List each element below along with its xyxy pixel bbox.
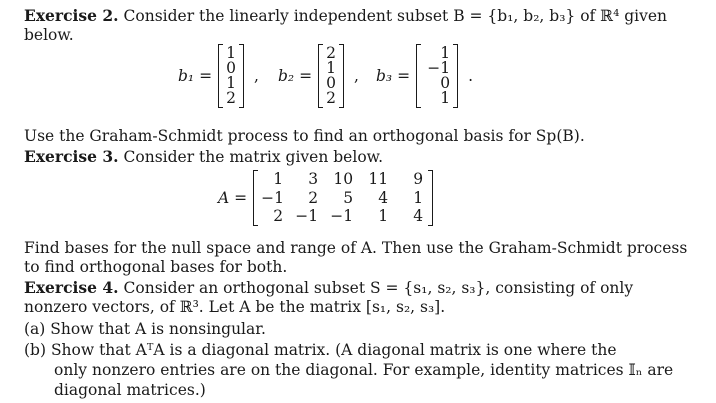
exercise-4-text: Consider an orthogonal subset S = {s₁, s₂, s₃}, consisting of only bbox=[123, 279, 634, 297]
vector-b1 bbox=[178, 44, 259, 108]
matrix-row bbox=[261, 207, 425, 226]
entry: 0 bbox=[326, 74, 336, 92]
exercise-3-line-1 bbox=[24, 147, 383, 167]
separator: , bbox=[353, 67, 359, 85]
entry: 0 bbox=[440, 74, 451, 92]
vector-b1-label: b₁ = bbox=[178, 67, 213, 85]
separator: , bbox=[253, 67, 259, 85]
matrix-a bbox=[218, 170, 433, 226]
left-bracket bbox=[253, 170, 258, 226]
matrix-row bbox=[261, 170, 425, 189]
vector-b2 bbox=[278, 44, 359, 108]
left-bracket bbox=[218, 44, 223, 108]
matrix-cell: 1 bbox=[378, 207, 389, 225]
vector-b2-label: b₂ = bbox=[278, 67, 313, 85]
matrix-a-label: A = bbox=[218, 188, 248, 207]
entry: 1 bbox=[326, 59, 336, 77]
matrix-cell: 2 bbox=[308, 188, 319, 207]
right-bracket bbox=[453, 44, 458, 108]
entry: 2 bbox=[226, 89, 236, 107]
right-bracket bbox=[428, 170, 433, 226]
matrix-cell: −1 bbox=[261, 188, 284, 207]
matrix-cell: 5 bbox=[343, 188, 354, 207]
entry: −1 bbox=[427, 59, 451, 77]
vector-b3 bbox=[376, 44, 473, 108]
matrix-a-body bbox=[261, 170, 425, 226]
separator: . bbox=[468, 67, 473, 85]
matrix-cell: 10 bbox=[333, 170, 354, 188]
exercise-4-label: Exercise 4. bbox=[24, 278, 119, 297]
exercise-2-text: Consider the linearly independent subset B = {b₁, b₂, b₃} of ℝ⁴ given bbox=[123, 7, 667, 25]
exercise-4-part-b-line-1: (b) Show that AᵀA is a diagonal matrix. (A diagonal matrix is one where the bbox=[24, 341, 617, 359]
exercise-3-instruction-2: to find orthogonal bases for both. bbox=[24, 258, 288, 276]
right-bracket bbox=[239, 44, 244, 108]
matrix-cell: 9 bbox=[413, 170, 424, 188]
matrix-row bbox=[261, 189, 425, 208]
exercise-4-line-1 bbox=[24, 278, 633, 298]
entry: 1 bbox=[440, 44, 451, 62]
matrix-cell: 3 bbox=[308, 170, 319, 188]
matrix-cell: −1 bbox=[330, 207, 354, 225]
entry: 2 bbox=[326, 44, 336, 62]
matrix-cell: −1 bbox=[295, 207, 319, 225]
vector-b3-entries bbox=[424, 44, 450, 108]
matrix-cell: 11 bbox=[368, 170, 389, 188]
matrix-cell: 4 bbox=[413, 207, 424, 225]
exercise-3-text: Consider the matrix given below. bbox=[123, 148, 384, 166]
vector-b2-entries bbox=[326, 44, 336, 108]
exercise-2-line-2: below. bbox=[24, 26, 74, 44]
exercise-4-part-a: (a) Show that A is nonsingular. bbox=[24, 320, 266, 338]
entry: 1 bbox=[226, 74, 236, 92]
matrix-cell: 2 bbox=[273, 207, 284, 225]
entry: 0 bbox=[226, 59, 236, 77]
entry: 1 bbox=[440, 89, 451, 107]
exercise-3-instruction-1: Find bases for the null space and range of A. Then use the Graham-Schmidt process bbox=[24, 239, 688, 257]
right-bracket bbox=[339, 44, 344, 108]
entry: 2 bbox=[326, 89, 336, 107]
matrix-cell: 1 bbox=[413, 188, 424, 207]
left-bracket bbox=[318, 44, 323, 108]
exercise-3-label: Exercise 3. bbox=[24, 147, 119, 166]
vector-b3-label: b₃ = bbox=[376, 67, 411, 85]
vector-b1-entries bbox=[226, 44, 236, 108]
matrix-cell: 4 bbox=[378, 188, 389, 207]
exercise-2-label: Exercise 2. bbox=[24, 6, 119, 25]
exercise-2-line-1 bbox=[24, 6, 667, 26]
exercise-4-line-2: nonzero vectors, of ℝ³. Let A be the matrix [s₁, s₂, s₃]. bbox=[24, 298, 446, 316]
exercise-4-part-b-line-2: only nonzero entries are on the diagonal. For example, identity matrices 𝕀ₙ are bbox=[54, 361, 674, 379]
exercise-4-part-b-line-3: diagonal matrices.) bbox=[54, 381, 206, 399]
entry: 1 bbox=[226, 44, 236, 62]
exercise-2-instruction: Use the Graham-Schmidt process to find an orthogonal basis for Sp(B). bbox=[24, 127, 585, 145]
matrix-cell: 1 bbox=[273, 170, 284, 188]
left-bracket bbox=[416, 44, 421, 108]
